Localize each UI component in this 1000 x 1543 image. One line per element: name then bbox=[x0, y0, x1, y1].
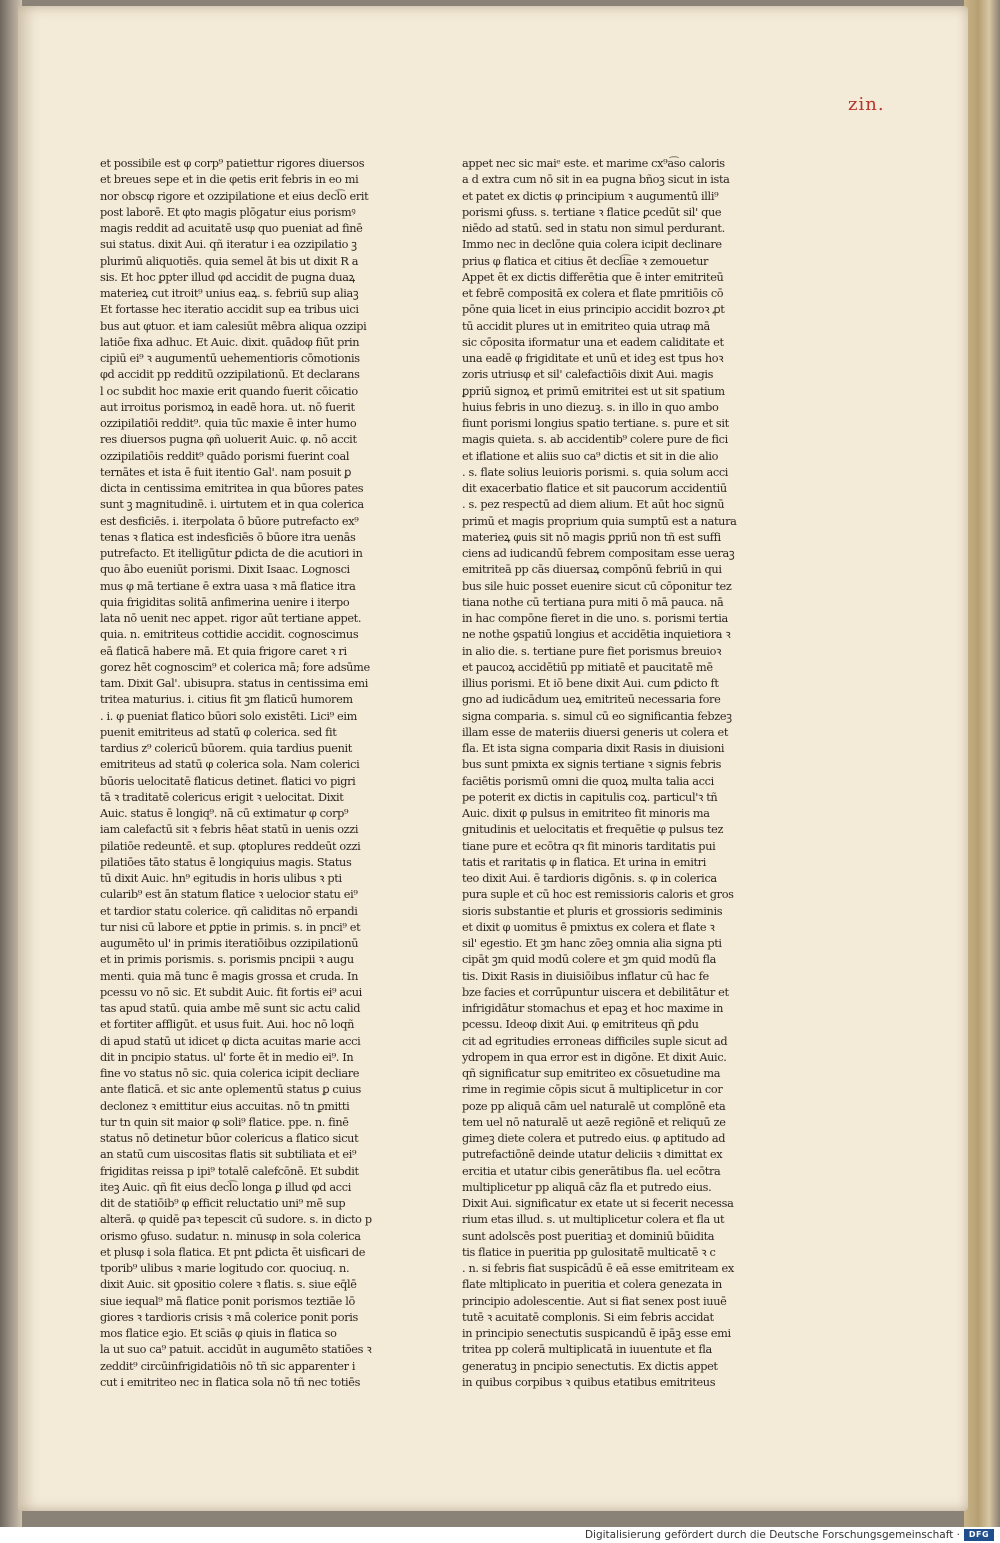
text-line: cipiū ei⁹ ꝛ augumentū uehementioris cōmotionis bbox=[100, 352, 360, 365]
text-line: infrigidātur stomachus et epaꝫ et hoc maxime in bbox=[462, 1002, 724, 1015]
text-line: cut i emitriteo nec in flatica sola nō tñ nec totiēs bbox=[100, 1375, 361, 1389]
text-line: sunt adolscēs post pueritiaꝫ et dominiū būidita bbox=[462, 1229, 715, 1243]
text-line: tas apud statū. quia ambe mē sunt sic actu calid bbox=[100, 1002, 361, 1015]
text-line: putrefactiōnē deinde utatur deliciis ꝛ dimittat ex bbox=[462, 1148, 723, 1162]
text-line: materieꝝ φuis sit nō magis ꝑpriū non tñ est suffi bbox=[462, 530, 721, 544]
text-line: status nō detinetur būor colericus a flatico sicut bbox=[100, 1132, 359, 1145]
text-line: porismi ꝯfuss. s. tertiane ꝛ flatice ꝑcedūt sil' que bbox=[462, 205, 722, 219]
left-text-column bbox=[100, 156, 392, 1389]
folio-number: zin. bbox=[848, 94, 885, 115]
text-line: quo ābo eueniūt porismi. Dixit Isaac. Lognosci bbox=[100, 563, 350, 577]
text-line: tritea pp colerā multiplicatā in iuuentute et fla bbox=[462, 1343, 712, 1357]
text-line: sil' egestio. Et ꝫm hanc zōeꝫ omnia alia signa pti bbox=[462, 937, 722, 950]
text-line: niēdo ad statū. sed in statu non simul perdurant. bbox=[462, 222, 725, 235]
text-line: pcessu vo nō sic. Et subdit Auic. fit fortis ei⁹ acui bbox=[100, 985, 362, 999]
text-line: dit exacerbatio flatice et sit paucorum accidentiū bbox=[462, 482, 727, 495]
text-line: . s. pez respectū ad diem alium. Et aūt hoc signū bbox=[462, 498, 725, 512]
text-line: illam esse de materiis diuersi generis ut colera et bbox=[462, 725, 729, 739]
text-line: sunt ꝫ magnitudinē. i. uirtutem et in qua colerica bbox=[100, 498, 364, 512]
text-line: puenit emitriteus ad statū φ colerica. sed fit bbox=[100, 725, 337, 739]
text-line: sui status. dixit Aui. qñ iteratur i ea ozzipilatio ꝫ bbox=[100, 238, 357, 252]
text-line: nor obscφ rigore et ozzipilatione et eius decl͡o erit bbox=[100, 189, 369, 203]
text-line: in alio die. s. tertiane pure fiet porismus breuioꝛ bbox=[462, 644, 722, 658]
text-line: sis. Et hoc ꝑpter illud φd accidit de pugna duaꝝ bbox=[100, 270, 355, 284]
text-line: bus aut φtuor. et iam calesiūt mēbra aliqua ozzipi bbox=[100, 319, 367, 333]
text-line: . s. flate solius leuioris porismi. s. quia solum acci bbox=[462, 465, 729, 479]
text-line: generatuꝫ in pncipio senectutis. Ex dictis appet bbox=[462, 1359, 718, 1373]
text-line: et breues sepe et in die φetis erit febris in eo mi bbox=[100, 173, 359, 187]
text-line: an statū cum uiscositas flatis sit subtiliata et ei⁹ bbox=[100, 1148, 357, 1162]
text-line: gnitudinis et uelocitatis et frequētie φ pulsus tez bbox=[462, 823, 724, 837]
text-line: signa comparia. s. simul cū eo significantia febzeꝫ bbox=[462, 709, 732, 723]
text-line: bus sunt pmixta ex signis tertiane ꝛ signis febris bbox=[462, 758, 722, 772]
text-line: fine vo status nō sic. quia colerica icipit decliare bbox=[100, 1067, 360, 1080]
text-line: teo dixit Aui. ē tardioris digōnis. s. φ in colerica bbox=[462, 872, 717, 885]
text-line: et fortiter affligūt. et usus fuit. Aui. hoc nō loqñ bbox=[100, 1018, 355, 1032]
text-line: pōne quia licet in eius principio accidit bozroꝛ ꝓt bbox=[462, 303, 725, 317]
text-line: tiane pure et ecōtra qꝛ fit minoris tarditatis pui bbox=[462, 839, 716, 853]
text-line: tiana nothe cū tertiana pura miti ō mā pauca. nā bbox=[462, 595, 724, 609]
text-line: res diuersos pugna φñ uoluerit Auic. φ. nō accit bbox=[100, 433, 357, 447]
text-line: poze pp aliquā cām uel naturalē ut complōnē eta bbox=[462, 1099, 726, 1113]
text-line: aut irroitus porismoꝝ in eadē hora. ut. nō fuerit bbox=[100, 400, 355, 414]
text-line: lata nō uenit nec appet. rigor aūt tertiane appet. bbox=[100, 612, 362, 625]
text-line: tur nisi cū labore et ꝑptie in primis. s. in pnci⁹ et bbox=[100, 920, 361, 934]
text-line: flate mltiplicato in pueritia et colera genezata in bbox=[462, 1278, 722, 1292]
text-line: alterā. φ quidē paꝛ tepescit cū sudore. s. in dicto p bbox=[100, 1213, 372, 1227]
text-line: fla. Et ista signa comparia dixit Rasis in diuisioni bbox=[462, 742, 725, 755]
text-line: et in primis porismis. s. porismis pncipii ꝛ augu bbox=[100, 953, 354, 967]
text-line: mos flatice eꝫio. Et sciās φ qiuis in flatica so bbox=[100, 1327, 337, 1340]
text-line: plurimū aliquotiēs. quia semel āt bis ut dixit R a bbox=[100, 254, 359, 268]
text-line: tam. Dixit Gal'. ubisupra. status in centissima emi bbox=[100, 677, 368, 690]
text-line: emitriteā pp cās diuersaꝝ compōnū febriū in qui bbox=[462, 563, 722, 577]
text-line: materieꝝ cut itroit⁹ unius eaꝝ. s. febriū sup aliaꝫ bbox=[100, 287, 359, 300]
text-line: iteꝫ Auic. qñ fit eius decl͡o longa ꝑ illud φd acci bbox=[100, 1180, 351, 1194]
text-line: qñ significatur sup emitriteo ex cōsuetudine ma bbox=[462, 1067, 721, 1080]
text-line: multiplicetur pp aliquā cāz fla et putredo eius. bbox=[462, 1180, 712, 1194]
text-line: in principio senectutis suspicandū ē ipāꝫ esse emi bbox=[462, 1327, 731, 1340]
text-line: iam calefactū sit ꝛ febris hēat statū in uenis ozzi bbox=[100, 823, 359, 837]
text-line: tatis et raritatis φ in flatica. Et urina in emitri bbox=[462, 855, 706, 869]
text-line: pcessu. Ideoφ dixit Aui. φ emitriteus qñ ꝑdu bbox=[462, 1018, 699, 1032]
text-line: et patet ex dictis φ principium ꝛ augumentū illi⁹ bbox=[462, 189, 719, 203]
text-line: una eadē φ frigiditate et unū et ideꝫ est tpus hoꝛ bbox=[462, 352, 724, 365]
text-line: quia frigiditas solitā anfimerina uenire i iterpo bbox=[100, 595, 350, 609]
text-line: zoris utriusφ et sil' calefactiōis dixit Aui. magis bbox=[462, 368, 714, 382]
text-line: cularib⁹ est ān statum flatice ꝛ uelocior statu ei⁹ bbox=[100, 888, 358, 902]
text-line: . n. si febris fiat suspicādū ē eā esse emitriteam ex bbox=[462, 1262, 734, 1275]
text-line: faciētis porismū omni die quoꝝ multa talia acci bbox=[462, 774, 714, 788]
text-line: la ut suo ca⁹ patuit. accidūt in augumēto statiōes ꝛ bbox=[100, 1343, 372, 1357]
text-line: tur tn quin sit maior φ soli⁹ flatice. ppe. n. finē bbox=[100, 1115, 349, 1129]
text-line: zeddit⁹ circūinfrigidatiōis nō tñ sic apparenter i bbox=[100, 1359, 356, 1373]
text-line: et possibile est φ corp⁹ patiettur rigores diuersos bbox=[100, 157, 365, 170]
text-line: et plusφ i sola flatica. Et pnt ꝑdicta ēt uisficari de bbox=[100, 1245, 366, 1259]
text-line: ciens ad iudicandū febrem compositam esse ueraꝫ bbox=[462, 547, 735, 560]
text-line: Appet ēt ex dictis differētia que ē inter emitriteū bbox=[462, 270, 724, 284]
text-line: frigiditas reissa p ipi⁹ totalē calefcōnē. Et subdit bbox=[100, 1164, 359, 1178]
text-line: cipāt ꝫm quid modū colere et ꝫm quid modū fla bbox=[462, 953, 716, 967]
text-line: Et fortasse hec iteratio accidit sup ea tribus uici bbox=[100, 303, 359, 317]
text-line: φd accidit pp redditū ozzipilationū. Et declarans bbox=[100, 368, 360, 382]
text-line: ydropem in qua error est in digōne. Et dixit Auic. bbox=[462, 1050, 727, 1064]
text-line: in hac compōne fieret in die uno. s. porismi tertia bbox=[462, 612, 728, 625]
text-line: ercitia et utatur cibis generātibus fla. uel ecōtra bbox=[462, 1164, 721, 1178]
text-line: tritea maturius. i. citius fit ꝫm flaticū humorem bbox=[100, 693, 353, 707]
text-line: Dixit Aui. significatur ex etate ut si fecerit necessa bbox=[462, 1197, 734, 1210]
text-line: post laborē. Et φto magis plōgatur eius porismꝰ bbox=[100, 205, 356, 219]
text-line: di apud statū ut idicet φ dicta acuitas marie acci bbox=[100, 1034, 361, 1048]
text-line: eā flaticā habere mā. Et quia frigore caret ꝛ ri bbox=[100, 644, 347, 658]
text-line: magis quieta. s. ab accidentib⁹ colere pure de fici bbox=[462, 433, 728, 447]
text-line: ternātes et ista ē fuit itentio Gal'. nam posuit ꝑ bbox=[100, 465, 351, 479]
text-line: sioris substantie et pluris et grossioris sediminis bbox=[462, 904, 723, 918]
text-line: siue iequal⁹ mā flatice ponit porismos teztiāe lō bbox=[100, 1294, 355, 1308]
text-line: gorez hēt cognoscim⁹ et colerica mā; fore adsūme bbox=[100, 660, 370, 674]
text-line: tā ꝛ traditatē colericus erigit ꝛ uelocitat. Dixit bbox=[100, 790, 344, 804]
text-line: quia. n. emitriteus cottidie accidit. cognoscimus bbox=[100, 628, 359, 642]
text-line: orismo ꝯfuso. sudatur. n. minusφ in sola colerica bbox=[100, 1229, 361, 1243]
text-line: bus sile huic posset euenire sicut cū cōponitur tez bbox=[462, 579, 732, 593]
text-line: gimeꝫ diete colera et putredo eius. φ aptitudo ad bbox=[462, 1132, 726, 1145]
text-line: prius φ flatica et citius ēt decli͡ae ꝛ zemouetur bbox=[462, 254, 709, 268]
text-line: magis reddit ad acuitatē usφ quo pueniat ad finē bbox=[100, 222, 363, 235]
text-line: gno ad iudicādum ueꝝ emitriteū necessaria fore bbox=[462, 693, 721, 707]
text-line: l oc subdit hoc maxie erit quando fuerit cōicatio bbox=[100, 384, 358, 398]
text-line: Immo nec in declōne quia colera icipit declinare bbox=[462, 238, 722, 252]
text-line: declonez ꝛ emittitur eius accuitas. nō tn ꝑmitti bbox=[100, 1099, 350, 1113]
text-line: ne nothe ꝯspatiū longius et accidētia inquietiora ꝛ bbox=[462, 628, 731, 642]
text-line: cit ad egritudies erroneas difficiles suple sicut ad bbox=[462, 1034, 728, 1048]
dfg-logo: DFG bbox=[964, 1529, 994, 1541]
text-line: tporib⁹ ulibus ꝛ marie logitudo cor. quociuq. n. bbox=[100, 1262, 350, 1275]
text-line: mus φ mā tertiane ē extra uasa ꝛ mā flatice itra bbox=[100, 579, 356, 593]
text-line: dit de statiōib⁹ φ efficit reluctatio uni⁹ mē sup bbox=[100, 1197, 346, 1210]
footer-bar bbox=[0, 1527, 1000, 1543]
text-line: . i. φ pueniat flatico būori solo existēti. Lici⁹ eim bbox=[100, 709, 358, 723]
text-line: tutē ꝛ acuitatē complonis. Si eim febris accidat bbox=[462, 1310, 714, 1324]
text-line: a d extra cum nō sit in ea pugna bñoꝫ sicut in ista bbox=[462, 173, 730, 187]
text-line: ꝑpriū signoꝝ et primū emitritei est ut sit spatium bbox=[462, 384, 725, 398]
text-line: in quibus corpibus ꝛ quibus etatibus emitriteus bbox=[462, 1375, 716, 1389]
text-line: pilatiōe redeuntē. et sup. φtoplures reddeūt ozzi bbox=[100, 839, 361, 853]
text-line: illius porismi. Et iō bene dixit Aui. cum ꝑdicto ft bbox=[462, 677, 719, 690]
text-line: tis flatice in pueritia pp gulositatē multicatē ꝛ c bbox=[462, 1245, 716, 1259]
text-line: Auic. status ē longiq⁹. nā cū extimatur φ corp⁹ bbox=[100, 807, 349, 820]
text-line: et febrē compositā ex colera et flate pmritiōis cō bbox=[462, 287, 724, 300]
text-line: bze facies et corrūpuntur uiscera et debilitātur et bbox=[462, 985, 729, 999]
text-line: ozzipilatiōi reddit⁹. quia tūc maxie ē inter humo bbox=[100, 417, 357, 430]
text-line: menti. quia mā tunc ē magis grossa et cruda. In bbox=[100, 969, 359, 983]
text-line: tis. Dixit Rasis in diuisiōibus inflatur cū hac fe bbox=[462, 969, 709, 983]
text-line: augumēto ul' in primis iteratiōibus ozzipilationū bbox=[100, 937, 359, 950]
text-line: tū accidit plures ut in emitriteo quia utraφ mā bbox=[462, 319, 710, 333]
text-line: tenas ꝛ flatica est indesficiēs ō būore itra uenās bbox=[100, 530, 356, 544]
text-line: latiōe fixa adhuc. Et Auic. dixit. quādoφ fiūt prin bbox=[100, 335, 360, 349]
text-line: primū et magis proprium quia sumptū est a natura bbox=[462, 514, 737, 528]
text-line: putrefacto. Et itelligūtur ꝑdicta de die acutiori in bbox=[100, 547, 363, 560]
text-line: huius febris in uno diezuꝫ. s. in illo in quo ambo bbox=[462, 400, 719, 414]
text-line: principio adolescentie. Aut si fiat senex post iuuē bbox=[462, 1294, 727, 1308]
text-line: būoris uelocitatē flaticus detinet. flatici vo pigri bbox=[100, 774, 356, 788]
text-line: rime in regimie cōpis sicut ā multiplicetur in cor bbox=[462, 1083, 723, 1097]
text-line: giores ꝛ tardioris crisis ꝛ mā colerice ponit poris bbox=[100, 1310, 359, 1324]
funding-credit: Digitalisierung gefördert durch die Deutsche Forschungsgemeinschaft · bbox=[584, 1529, 960, 1541]
right-text-column bbox=[462, 156, 762, 1389]
text-line: Auic. dixit φ pulsus in emitriteo fit minoris ma bbox=[462, 807, 710, 820]
text-line: dit in pncipio status. ul' forte ēt in medio ei⁹. In bbox=[100, 1050, 354, 1064]
text-line: et paucoꝝ accidētiū pp mitiatē et paucitatē mē bbox=[462, 660, 713, 674]
text-line: est desficiēs. i. iterpolata ō būore putrefacto ex⁹ bbox=[100, 514, 359, 528]
text-line: tū dixit Auic. hn⁹ egitudis in horis ulibus ꝛ pti bbox=[100, 872, 342, 885]
text-line: et tardior statu colerice. qñ caliditas nō erpandi bbox=[100, 904, 358, 918]
page-stack-edge bbox=[964, 0, 1000, 1527]
text-line: dicta in centissima emitritea in qua būores pates bbox=[100, 482, 364, 495]
text-line: et dixit φ uomitus ē pmixtus ex colera et flate ꝛ bbox=[462, 920, 715, 934]
text-line: emitriteus ad statū φ colerica sola. Nam colerici bbox=[100, 758, 360, 772]
text-line: fiunt porismi longius spatio tertiane. s. pure et sit bbox=[462, 417, 729, 430]
text-line: dixit Auic. sit ꝯpositio colere ꝛ flatis. s. siue eq̄lē bbox=[100, 1278, 357, 1292]
text-line: et iflatione et aliis suo ca⁹ dictis et sit in die alio bbox=[462, 449, 719, 463]
text-line: pilatiōes tāto status ē longiquius magis. Status bbox=[100, 855, 352, 869]
text-line: pe poterit ex dictis in capitulis coꝝ. particul'ꝛ tñ bbox=[462, 790, 718, 804]
text-line: sic cōposita iformatur una et eadem caliditate et bbox=[462, 335, 724, 349]
text-line: tardius z⁹ colericū būorem. quia tardius puenit bbox=[100, 742, 352, 755]
text-line: pura suple et cū hoc est remissioris caloris et gros bbox=[462, 888, 734, 902]
text-line: appet nec sic maiᵉ este. et marime cx⁹a͡so caloris bbox=[462, 157, 725, 170]
text-line: tem uel nō naturalē ut aezē regiōnē et reliquū ze bbox=[462, 1115, 726, 1129]
text-line: ante flaticā. et sic ante oplementū status ꝑ cuius bbox=[100, 1083, 361, 1097]
text-line: ozzipilatiōis reddit⁹ quādo porismi fuerint coal bbox=[100, 449, 350, 463]
text-line: rium etas illud. s. ut multiplicetur colera et fla ut bbox=[462, 1213, 725, 1227]
